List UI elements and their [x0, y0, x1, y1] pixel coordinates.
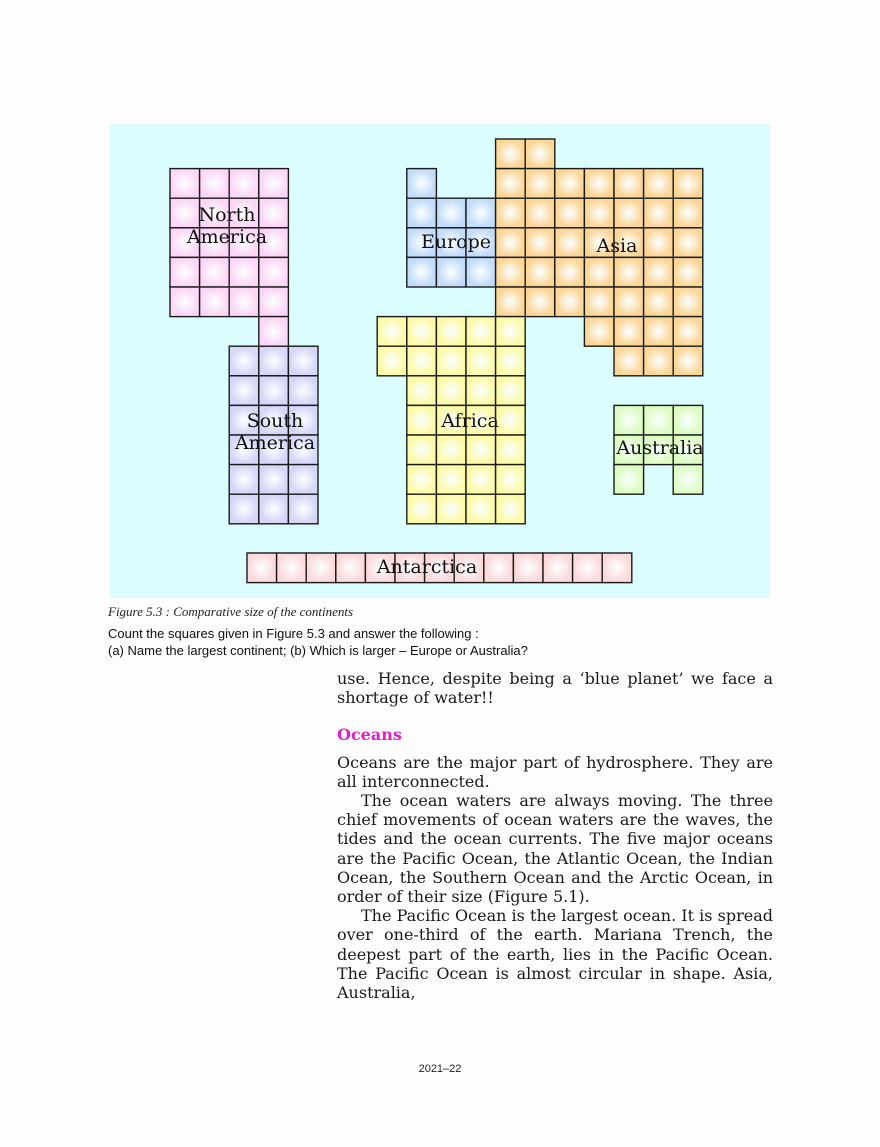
grid-square-north-america	[170, 169, 200, 199]
grid-square-asia	[644, 346, 674, 376]
grid-square-north-america	[259, 257, 289, 287]
grid-square-asia	[673, 257, 703, 287]
grid-square-asia	[644, 287, 674, 317]
grid-square-south-america	[288, 346, 318, 376]
grid-square-australia	[614, 405, 644, 435]
grid-square-south-america	[229, 494, 259, 524]
grid-square-south-america	[229, 376, 259, 406]
grid-square-africa	[496, 317, 526, 347]
label-south-america: South America	[234, 410, 316, 454]
grid-square-asia	[673, 287, 703, 317]
grid-square-asia	[496, 257, 526, 287]
grid-square-antarctica	[306, 553, 336, 583]
grid-square-asia	[496, 169, 526, 199]
question-line-1: Count the squares given in Figure 5.3 and answer the following :	[108, 626, 479, 641]
grid-square-africa	[377, 346, 407, 376]
grid-square-asia	[673, 228, 703, 258]
grid-square-africa	[466, 317, 496, 347]
grid-square-asia	[673, 346, 703, 376]
grid-square-europe	[436, 257, 466, 287]
grid-square-europe	[407, 198, 437, 228]
grid-square-asia	[673, 317, 703, 347]
grid-square-south-america	[259, 376, 289, 406]
grid-square-europe	[407, 169, 437, 199]
grid-square-asia	[525, 139, 555, 169]
grid-square-south-america	[259, 465, 289, 495]
grid-square-asia	[555, 198, 585, 228]
grid-square-africa	[436, 494, 466, 524]
grid-square-africa	[496, 346, 526, 376]
label-australia: Australia	[616, 437, 704, 459]
grid-square-south-america	[288, 376, 318, 406]
grid-square-africa	[407, 494, 437, 524]
grid-square-antarctica	[602, 553, 632, 583]
label-antarctica: Antarctica	[376, 556, 478, 578]
grid-square-africa	[407, 346, 437, 376]
grid-square-south-america	[259, 494, 289, 524]
grid-square-asia	[584, 317, 614, 347]
grid-square-africa	[436, 376, 466, 406]
grid-square-antarctica	[513, 553, 543, 583]
grid-square-asia	[644, 257, 674, 287]
page-number: 2021–22	[418, 1063, 462, 1075]
grid-square-australia	[673, 405, 703, 435]
grid-square-africa	[407, 465, 437, 495]
label-europe: Europe	[420, 231, 492, 253]
section-heading-oceans: Oceans	[337, 725, 402, 745]
grid-square-antarctica	[543, 553, 573, 583]
label-africa: Africa	[441, 410, 499, 432]
grid-square-north-america	[170, 257, 200, 287]
grid-square-africa	[466, 465, 496, 495]
grid-square-south-america	[259, 346, 289, 376]
grid-square-africa	[407, 435, 437, 465]
grid-square-asia	[584, 169, 614, 199]
grid-square-africa	[377, 317, 407, 347]
grid-square-south-america	[229, 465, 259, 495]
grid-square-antarctica	[336, 553, 366, 583]
label-north-america: North America	[186, 204, 268, 248]
grid-square-europe	[466, 257, 496, 287]
grid-square-north-america	[259, 287, 289, 317]
grid-square-africa	[407, 376, 437, 406]
grid-square-africa	[496, 494, 526, 524]
grid-canvas	[110, 124, 770, 598]
grid-square-asia	[525, 287, 555, 317]
grid-square-asia	[496, 139, 526, 169]
grid-square-north-america	[200, 287, 230, 317]
grid-square-asia	[496, 287, 526, 317]
grid-square-north-america	[229, 257, 259, 287]
grid-square-asia	[496, 198, 526, 228]
grid-square-asia	[525, 169, 555, 199]
paragraph-3: The Pacific Ocean is the largest ocean. It is spread over one-third of the earth. Mariana Trench, the deepest part of the earth, lies in the Pacific Ocean. The Pacific Ocean is almost circular in shape. Asia, Australia,	[337, 906, 773, 1003]
grid-square-africa	[436, 346, 466, 376]
grid-square-asia	[614, 346, 644, 376]
grid-square-africa	[496, 465, 526, 495]
grid-square-antarctica	[247, 553, 277, 583]
grid-square-africa	[407, 317, 437, 347]
grid-square-asia	[614, 287, 644, 317]
paragraph-1: Oceans are the major part of hydrosphere. They are all interconnected.	[337, 752, 773, 791]
grid-square-asia	[644, 169, 674, 199]
grid-square-north-america	[200, 169, 230, 199]
grid-square-africa	[466, 376, 496, 406]
body-text	[337, 669, 773, 1002]
grid-square-africa	[436, 435, 466, 465]
grid-square-australia	[614, 465, 644, 495]
continents-grid-figure	[110, 124, 770, 598]
grid-square-asia	[614, 198, 644, 228]
grid-square-asia	[673, 198, 703, 228]
grid-square-north-america	[259, 169, 289, 199]
grid-square-australia	[644, 405, 674, 435]
grid-square-north-america	[170, 287, 200, 317]
grid-square-australia	[673, 465, 703, 495]
grid-square-south-america	[288, 494, 318, 524]
grid-square-asia	[555, 287, 585, 317]
grid-square-south-america	[288, 465, 318, 495]
figure-caption: Figure 5.3 : Comparative size of the continents	[108, 604, 354, 619]
grid-square-asia	[614, 169, 644, 199]
grid-square-south-america	[229, 346, 259, 376]
grid-square-europe	[436, 198, 466, 228]
grid-square-asia	[644, 317, 674, 347]
grid-square-africa	[466, 435, 496, 465]
label-asia: Asia	[596, 235, 638, 257]
grid-square-asia	[584, 198, 614, 228]
grid-square-africa	[496, 376, 526, 406]
grid-square-antarctica	[277, 553, 307, 583]
grid-square-africa	[436, 317, 466, 347]
grid-square-north-america	[200, 257, 230, 287]
paragraph-2: The ocean waters are always moving. The three chief movements of ocean waters are the waves, the tides and the ocean currents. The five major oceans are the Pacific Ocean, the Atlantic Ocean, the Indian Ocean, the Southern Ocean and the Arctic Ocean, in order of their size (Figure 5.1).	[337, 791, 773, 907]
grid-square-north-america	[229, 287, 259, 317]
grid-square-europe	[466, 198, 496, 228]
grid-square-asia	[555, 257, 585, 287]
grid-square-north-america	[259, 317, 289, 347]
grid-square-africa	[466, 494, 496, 524]
grid-square-asia	[614, 257, 644, 287]
grid-square-antarctica	[573, 553, 603, 583]
grid-square-africa	[496, 435, 526, 465]
intro-paragraph: use. Hence, despite being a ‘blue planet’ we face a shortage of water!!	[337, 669, 773, 708]
grid-square-asia	[555, 169, 585, 199]
grid-square-asia	[525, 198, 555, 228]
grid-square-europe	[407, 257, 437, 287]
grid-square-africa	[466, 346, 496, 376]
grid-square-north-america	[229, 169, 259, 199]
grid-square-asia	[584, 287, 614, 317]
grid-square-asia	[525, 228, 555, 258]
grid-square-asia	[644, 198, 674, 228]
grid-square-asia	[584, 257, 614, 287]
grid-square-asia	[614, 317, 644, 347]
grid-square-asia	[673, 169, 703, 199]
question-line-2: (a) Name the largest continent; (b) Which is larger – Europe or Australia?	[108, 643, 528, 658]
grid-square-africa	[436, 465, 466, 495]
grid-square-asia	[525, 257, 555, 287]
